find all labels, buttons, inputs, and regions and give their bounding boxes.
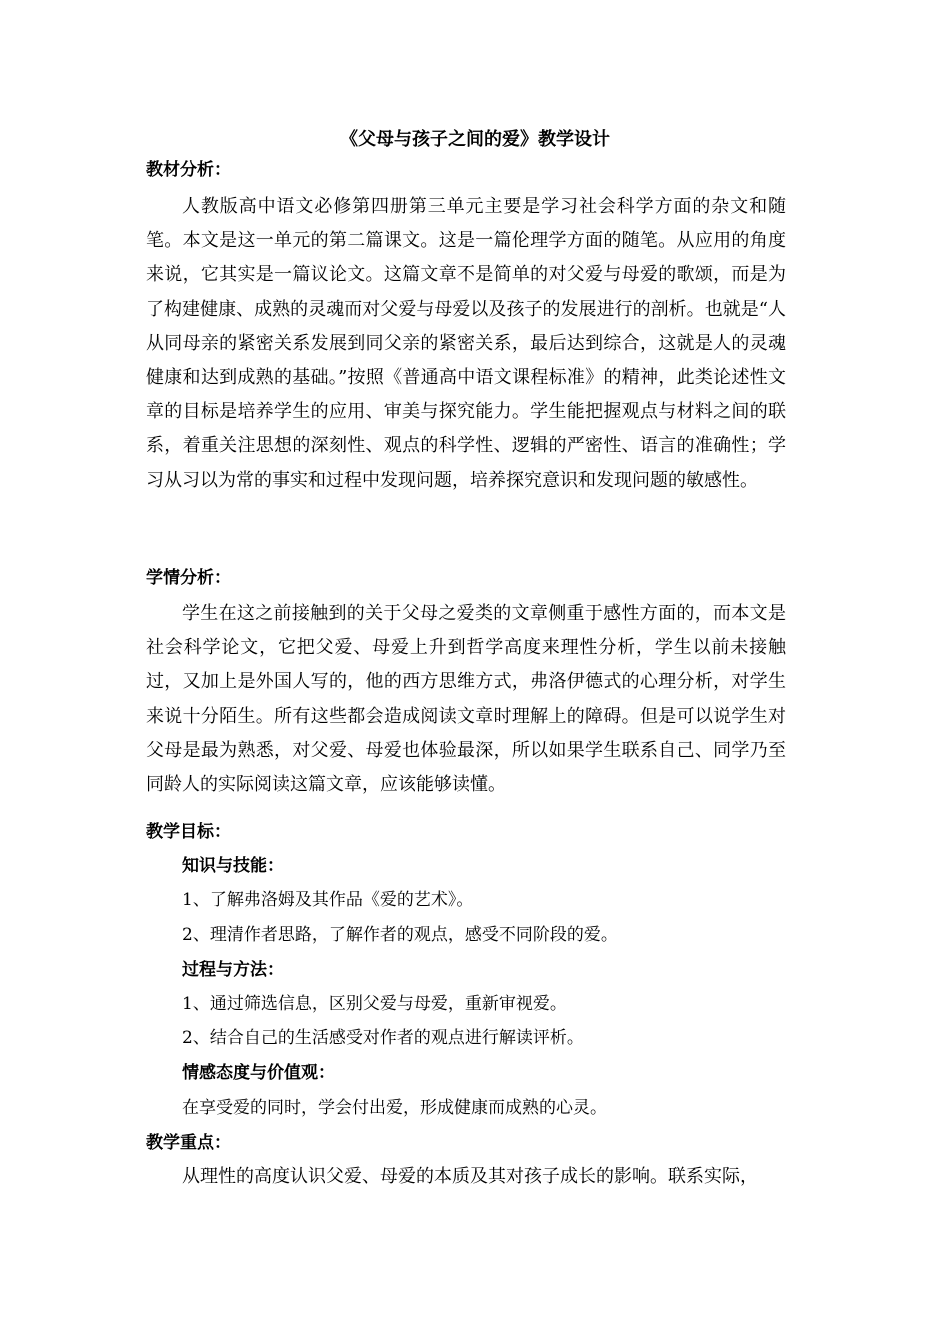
paragraph-student-analysis: 学生在这之前接触到的关于父母之爱类的文章侧重于感性方面的，而本文是社会科学论文，它把父爱、母爱上升到哲学高度来理性分析，学生以前未接触过，又加上是外国人写的，他的西方思维方式，弗洛伊德式的心理分析，对学生来说十分陌生。所有这些都会造成阅读文章时理解上的障碍。但是可以说学生对父母是最为熟悉，对父爱、母爱也体验最深，所以如果学生联系自己、同学乃至同龄人的实际阅读这篇文章，应该能够读懂。	[146, 603, 786, 796]
document-title: 《父母与孩子之间的爱》教学设计	[340, 129, 610, 150]
list-item: 2、理清作者思路，了解作者的观点，感受不同阶段的爱。	[182, 925, 618, 945]
heading-teaching-goals: 教学目标：	[146, 822, 231, 842]
heading-material-analysis: 教材分析：	[146, 160, 231, 180]
paragraph-teaching-key: 从理性的高度认识父爱、母爱的本质及其对孩子成长的影响。联系实际，	[182, 1166, 758, 1187]
paragraph-emotion-values: 在享受爱的同时，学会付出爱，形成健康而成熟的心灵。	[182, 1098, 607, 1118]
heading-student-analysis: 学情分析：	[146, 568, 231, 588]
subheading-knowledge-skills: 知识与技能：	[182, 856, 284, 876]
list-item: 2、结合自己的生活感受对作者的观点进行解读评析。	[182, 1028, 584, 1048]
list-item: 1、了解弗洛姆及其作品《爱的艺术》。	[182, 890, 474, 910]
subheading-emotion-values: 情感态度与价值观：	[182, 1063, 335, 1083]
heading-teaching-key: 教学重点：	[146, 1133, 231, 1153]
subheading-process-methods: 过程与方法：	[182, 960, 284, 980]
list-item: 1、通过筛选信息，区别父爱与母爱，重新审视爱。	[182, 994, 567, 1014]
paragraph-material-analysis: 人教版高中语文必修第四册第三单元主要是学习社会科学方面的杂文和随笔。本文是这一单元的第二篇课文。这是一篇伦理学方面的随笔。从应用的角度来说，它其实是一篇议论文。这篇文章不是简单的对父爱与母爱的歌颂，而是为了构建健康、成熟的灵魂而对父爱与母爱以及孩子的发展进行的剖析。也就是“人从同母亲的紧密关系发展到同父亲的紧密关系，最后达到综合，这就是人的灵魂健康和达到成熟的基础。”按照《普通高中语文课程标准》的精神，此类论述性文章的目标是培养学生的应用、审美与探究能力。学生能把握观点与材料之间的联系，着重关注思想的深刻性、观点的科学性、逻辑的严密性、语言的准确性；学习从习以为常的事实和过程中发现问题，培养探究意识和发现问题的敏感性。	[146, 196, 786, 491]
